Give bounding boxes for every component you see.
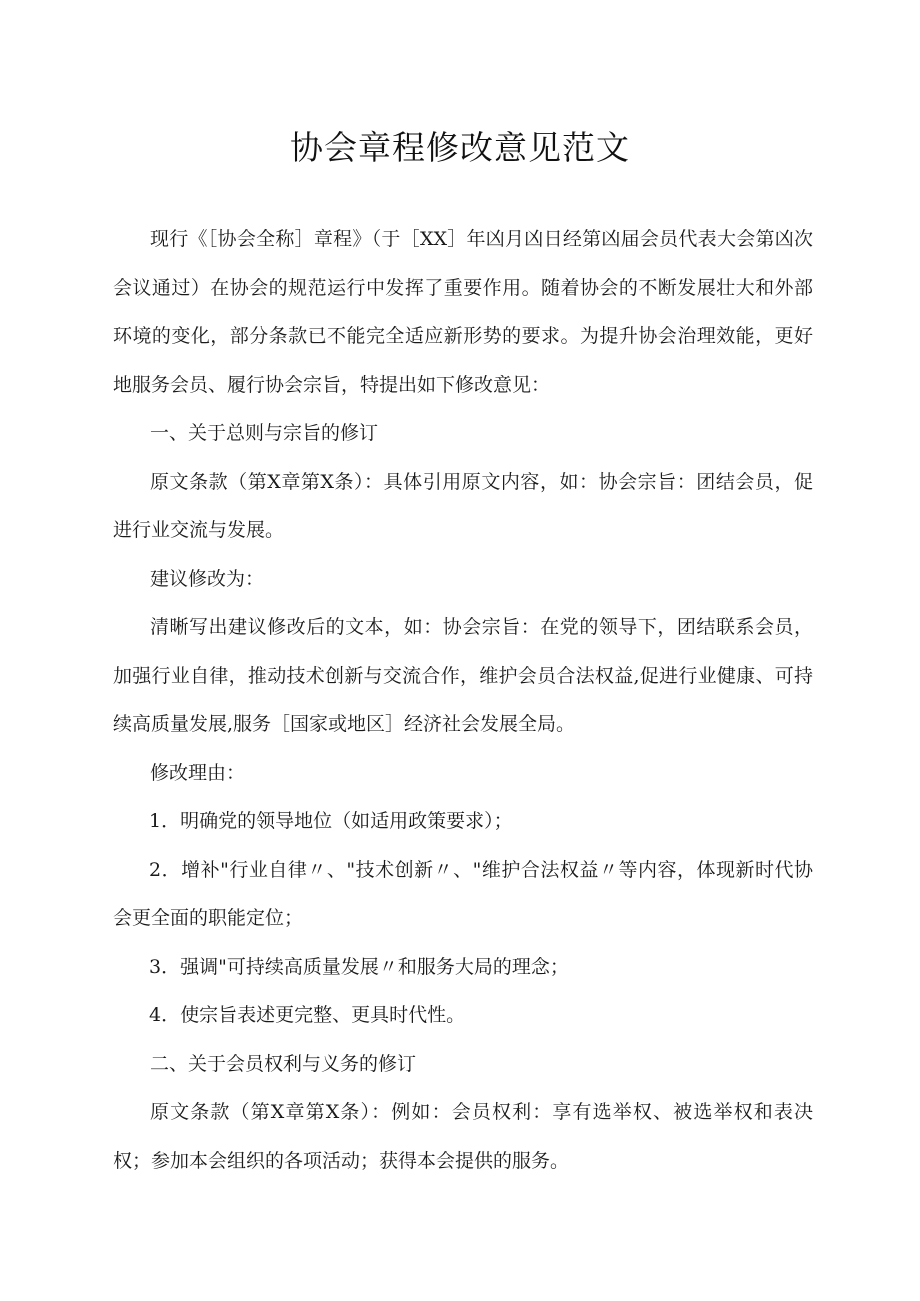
section-heading-2: 二、关于会员权利与义务的修订 xyxy=(150,1052,417,1075)
reason-label: 修改理由： xyxy=(150,761,246,784)
document-body xyxy=(113,215,813,1185)
document-title: 协会章程修改意见范文 xyxy=(290,128,630,167)
original-clause-2: 原文条款（第X章第X条）：例如：会员权利：享有选举权、被选举权和表决权；参加本会组织的各项活动；获得本会提供的服务。 xyxy=(113,1101,813,1172)
intro-paragraph: 现行《［协会全称］章程》（于［XX］年凶月凶日经第凶届会员代表大会第凶次会议通过）在协会的规范运行中发挥了重要作用。随着协会的不断发展壮大和外部环境的变化，部分条款已不能完全适应新形势的要求。为提升协会治理效能，更好地服务会员、履行协会宗旨，特提出如下修改意见： xyxy=(113,228,813,396)
reason-item-4: 4．使宗旨表述更完整、更具时代性。 xyxy=(149,1004,466,1026)
suggested-change-label: 建议修改为： xyxy=(150,567,265,590)
suggested-change-text: 清晰写出建议修改后的文本，如：协会宗旨：在党的领导下，团结联系会员，加强行业自律，推动技术创新与交流合作，维护会员合法权益,促进行业健康、可持续高质量发展,服务［国家或地区］经济社会发展全局。 xyxy=(113,616,813,735)
original-clause-1: 原文条款（第X章第X条）：具体引用原文内容，如：协会宗旨：团结会员，促进行业交流与发展。 xyxy=(113,470,813,541)
reason-item-1: 1．明确党的领导地位（如适用政策要求）； xyxy=(149,810,513,832)
reason-item-3: 3．强调"可持续高质量发展〃和服务大局的理念； xyxy=(149,955,569,978)
section-heading-1: 一、关于总则与宗旨的修订 xyxy=(150,422,379,444)
reason-item-2: 2．增补"行业自律〃、"技术创新〃、"维护合法权益〃等内容，体现新时代协会更全面的职能定位； xyxy=(113,858,813,929)
